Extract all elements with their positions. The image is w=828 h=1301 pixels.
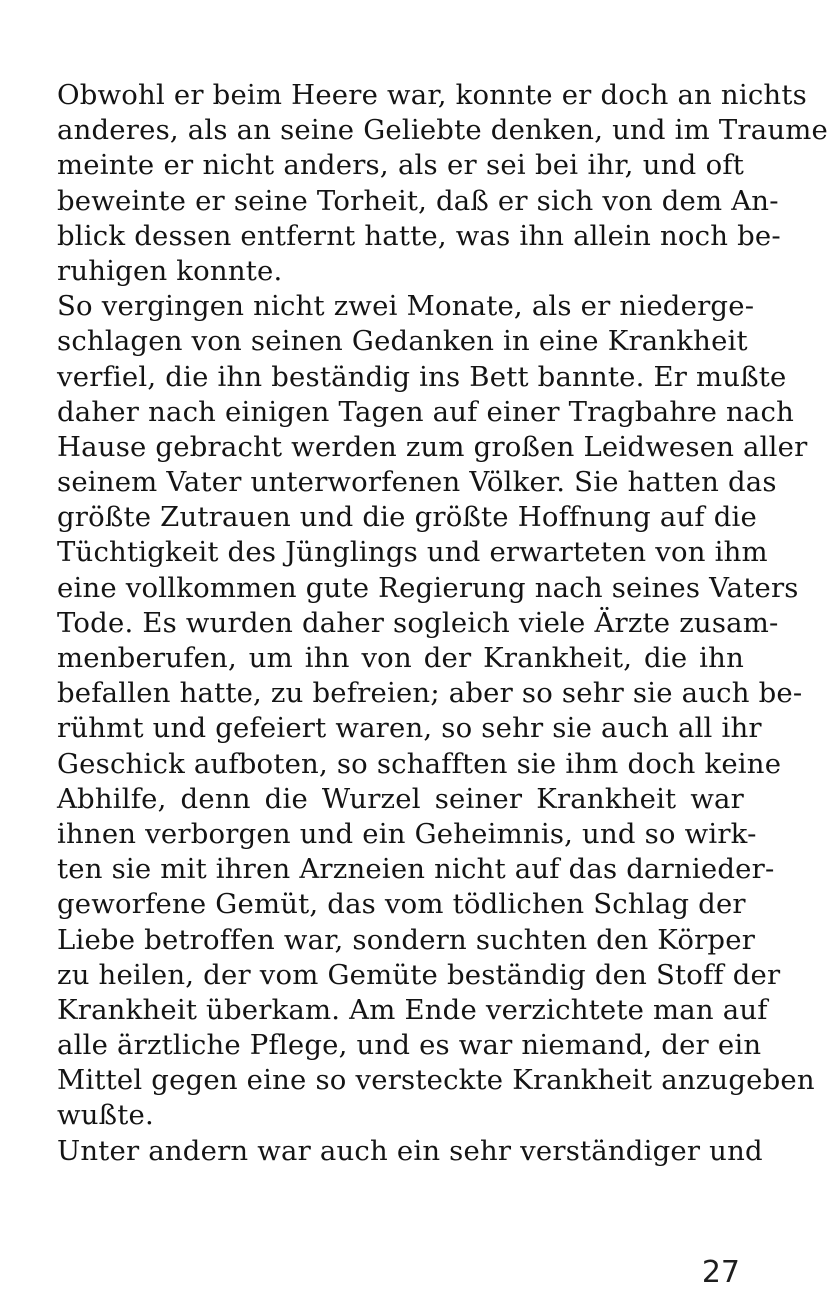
text-line: ihnen verborgen und ein Geheimnis, und so wirk- xyxy=(57,817,757,850)
text-line: Abhilfe, denn die Wurzel seiner Krankheit war xyxy=(57,782,744,815)
text-line: beweinte er seine Torheit, daß er sich von dem An- xyxy=(57,184,779,217)
text-line: anderes, als an seine Geliebte denken, und im Traume xyxy=(57,114,828,147)
text-line: Liebe betroffen war, sondern suchten den Körper xyxy=(57,923,756,956)
text-line: Obwohl er beim Heere war, konnte er doch an nichts xyxy=(57,79,807,111)
text-line: ruhigen konnte. xyxy=(57,254,283,287)
text-line: So vergingen nicht zwei Monate, als er niederge- xyxy=(57,290,755,323)
page-number: 27 xyxy=(701,1255,740,1290)
text-line: seinem Vater unterworfenen Völker. Sie hatten das xyxy=(57,466,777,499)
text-line: Mittel gegen eine so versteckte Krankheit anzugeben xyxy=(57,1064,815,1097)
text-line: geworfene Gemüt, das vom tödlichen Schlag der xyxy=(57,888,746,921)
text-line: verfiel, die ihn beständig ins Bett bannte. Er mußte xyxy=(57,360,787,393)
text-line: Unter andern war auch ein sehr verständiger und xyxy=(57,1134,763,1167)
text-line: befallen hatte, zu befreien; aber so sehr sie auch be- xyxy=(57,677,803,710)
text-line: Tode. Es wurden daher sogleich viele Ärzte zusam- xyxy=(57,606,779,639)
body-text xyxy=(57,78,828,1169)
text-line: eine vollkommen gute Regierung nach seines Vaters xyxy=(57,571,799,604)
text-line: zu heilen, der vom Gemüte beständig den Stoff der xyxy=(57,958,781,991)
text-line: daher nach einigen Tagen auf einer Tragbahre nach xyxy=(57,395,795,428)
text-line: Tüchtigkeit des Jünglings und erwarteten von ihm xyxy=(57,536,768,569)
text-line: blick dessen entfernt hatte, was ihn allein noch be- xyxy=(57,219,781,252)
text-line: Krankheit überkam. Am Ende verzichtete man auf xyxy=(57,993,768,1026)
text-line: größte Zutrauen und die größte Hoffnung auf die xyxy=(57,501,757,534)
text-line: menberufen, um ihn von der Krankheit, die ihn xyxy=(57,642,744,674)
text-line: Geschick aufboten, so schafften sie ihm doch keine xyxy=(57,747,782,780)
text-line: meinte er nicht anders, als er sei bei ihr, und oft xyxy=(57,149,744,182)
text-line: rühmt und gefeiert waren, so sehr sie auch all ihr xyxy=(57,712,762,745)
text-line: Hause gebracht werden zum großen Leidwesen aller xyxy=(57,430,808,463)
text-line: wußte. xyxy=(57,1099,154,1132)
text-line: schlagen von seinen Gedanken in eine Krankheit xyxy=(57,325,748,358)
text-line: alle ärztliche Pflege, und es war niemand, der ein xyxy=(57,1029,762,1062)
text-line: ten sie mit ihren Arzneien nicht auf das darnieder- xyxy=(57,853,775,886)
